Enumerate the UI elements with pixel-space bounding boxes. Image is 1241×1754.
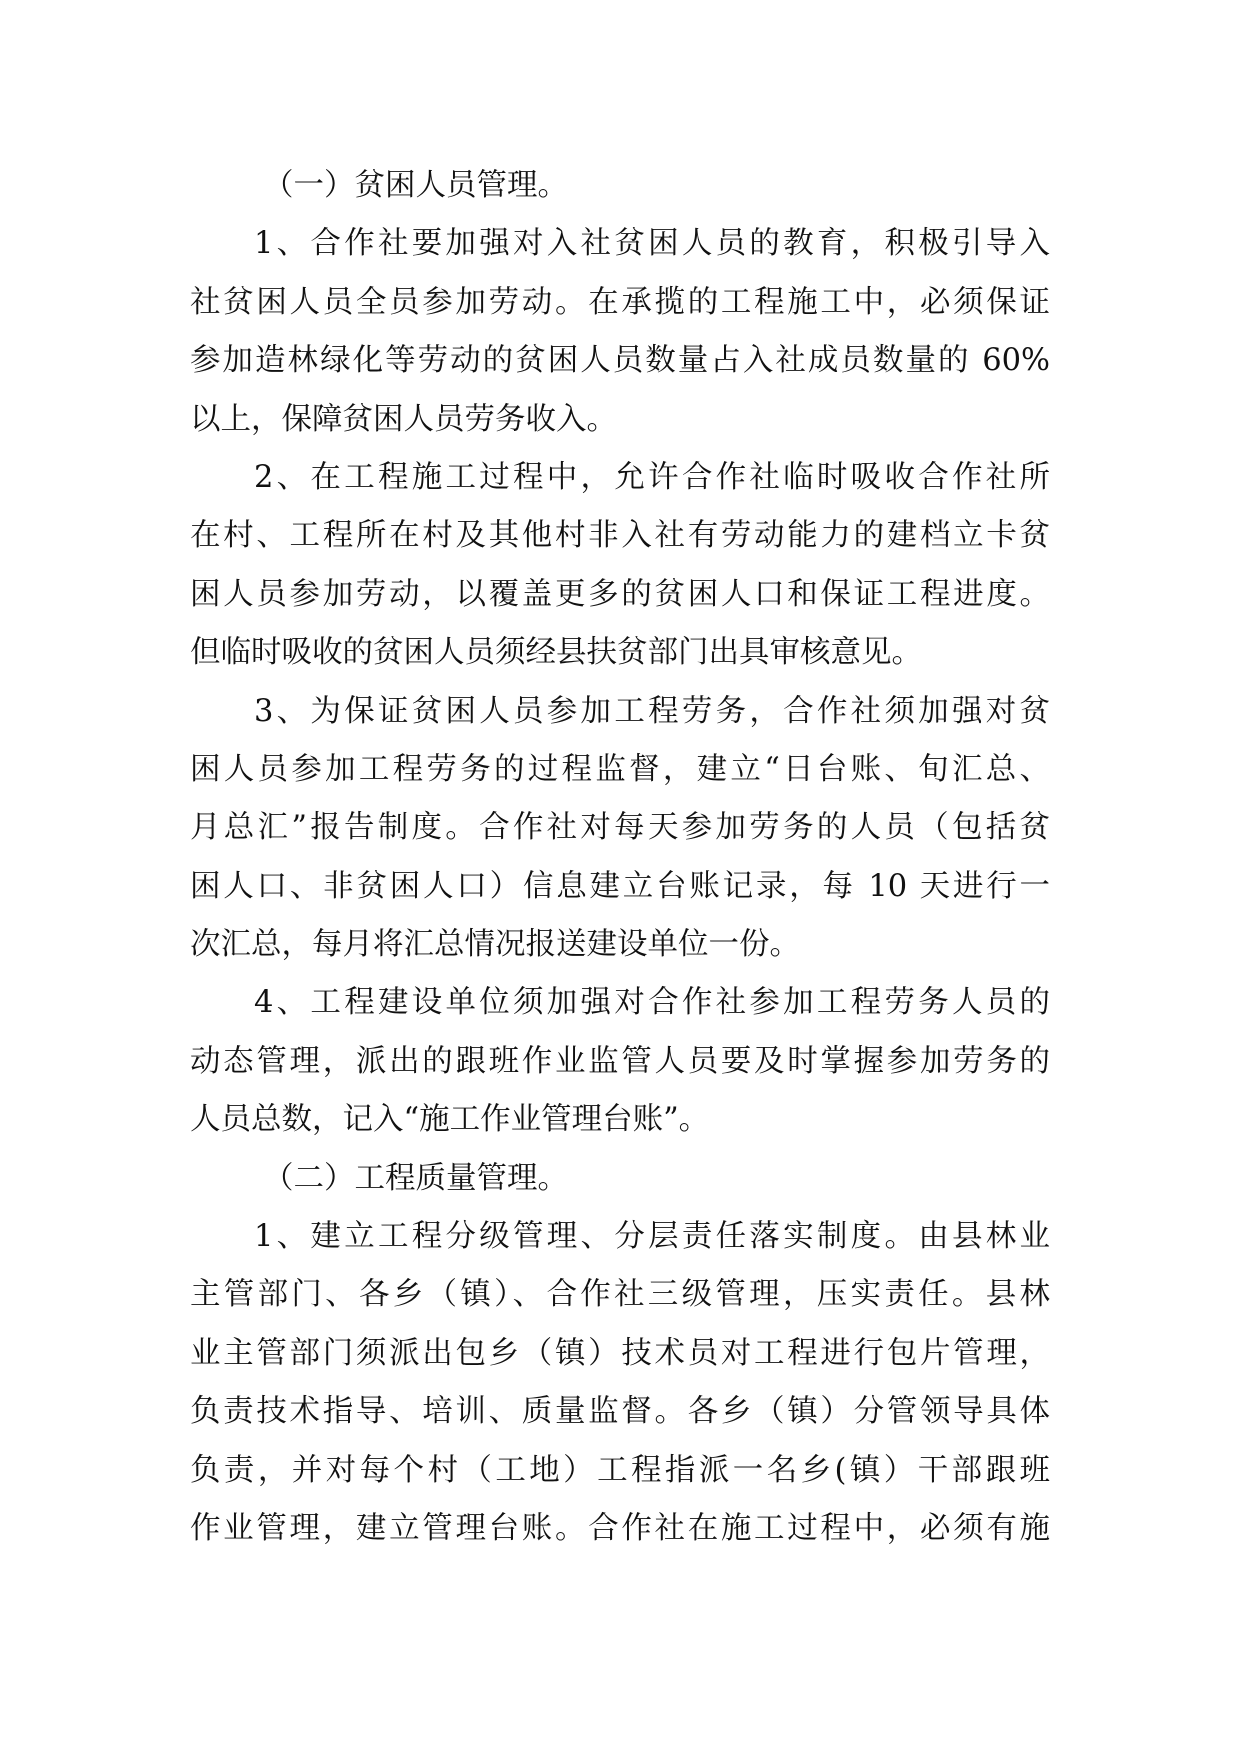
paragraph-line: 以上，保障贫困人员劳务收入。 (190, 401, 617, 437)
paragraph-line: 动态管理，派出的跟班作业监管人员要及时掌握参加劳务的 (190, 1043, 1050, 1079)
paragraph-line: 次汇总，每月将汇总情况报送建设单位一份。 (190, 927, 800, 963)
paragraph-line: 1、建立工程分级管理、分层责任落实制度。由县林业 (254, 1219, 1050, 1255)
paragraph-line: 困人员参加劳动，以覆盖更多的贫困人口和保证工程进度。 (190, 576, 1050, 612)
paragraph-line: 1、合作社要加强对入社贫困人员的教育，积极引导入 (254, 226, 1050, 262)
document-body (190, 157, 1050, 1558)
paragraph-line: 3、为保证贫困人员参加工程劳务，合作社须加强对贫 (254, 693, 1050, 729)
paragraph-line: 但临时吸收的贫困人员须经县扶贫部门出具审核意见。 (190, 635, 922, 671)
paragraph-line: 社贫困人员全员参加劳动。在承揽的工程施工中，必须保证 (190, 284, 1050, 320)
paragraph-line: 2、在工程施工过程中，允许合作社临时吸收合作社所 (254, 459, 1050, 495)
paragraph-line: 4、工程建设单位须加强对合作社参加工程劳务人员的 (254, 985, 1050, 1021)
paragraph-line: 业主管部门须派出包乡（镇）技术员对工程进行包片管理， (190, 1335, 1050, 1371)
paragraph-line: 作业管理，建立管理台账。合作社在施工过程中，必须有施 (190, 1510, 1050, 1546)
paragraph-line: 参加造林绿化等劳动的贫困人员数量占入社成员数量的 60% (190, 343, 1050, 379)
paragraph-line: 困人口、非贫困人口）信息建立台账记录，每 10 天进行一 (190, 868, 1050, 904)
paragraph-line: 困人员参加工程劳务的过程监督，建立“日台账、旬汇总、 (190, 751, 1050, 787)
section-heading: （一）贫困人员管理。 (263, 168, 568, 203)
paragraph-line: 主管部门、各乡（镇）、合作社三级管理，压实责任。县林 (190, 1277, 1050, 1313)
section-heading: （二）工程质量管理。 (263, 1160, 568, 1196)
paragraph-line: 人员总数，记入“施工作业管理台账”。 (190, 1102, 710, 1138)
paragraph-line: 月总汇”报告制度。合作社对每天参加劳务的人员（包括贫 (190, 810, 1050, 846)
paragraph-line: 负责技术指导、培训、质量监督。各乡（镇）分管领导具体 (190, 1394, 1050, 1430)
paragraph-line: 在村、工程所在村及其他村非入社有劳动能力的建档立卡贫 (190, 518, 1050, 554)
paragraph-line: 负责，并对每个村（工地）工程指派一名乡(镇）干部跟班 (190, 1452, 1050, 1488)
